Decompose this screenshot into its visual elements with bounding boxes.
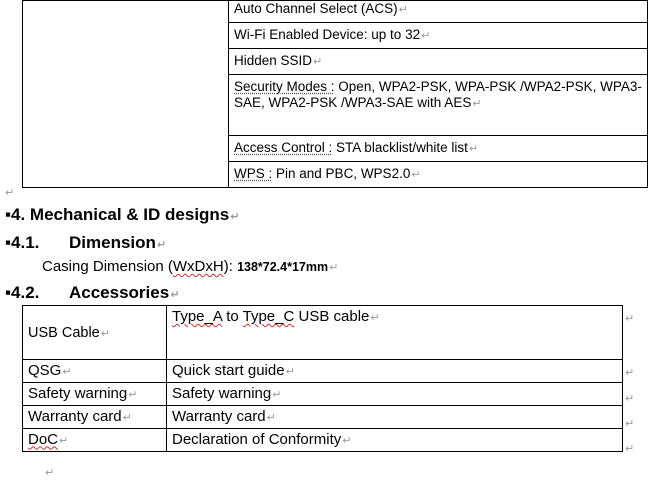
wps-label: WPS : bbox=[234, 166, 273, 181]
row-end-mark: ↵ bbox=[625, 443, 635, 455]
security-modes-label: Security Modes : bbox=[234, 79, 335, 94]
accessories-heading: ▪4.2. Accessories↵ bbox=[5, 283, 180, 302]
table-row bbox=[23, 383, 623, 406]
casing-dimension-value: 138*72.4*17mm bbox=[237, 260, 329, 274]
spec-row-hidden-ssid: Hidden SSID↵ bbox=[229, 49, 648, 75]
spec-row-security-modes: Security Modes : Open, WPA2-PSK, WPA-PSK /WPA2-PSK, WPA3-SAE, WPA2-PSK /WPA3-SAE with AES↵ bbox=[229, 75, 648, 136]
paragraph-mark: ↵ bbox=[5, 187, 15, 199]
table-row bbox=[23, 306, 623, 360]
access-control-label: Access Control : bbox=[234, 140, 333, 155]
row-end-mark: ↵ bbox=[625, 418, 635, 430]
accessory-item: DoC↵ bbox=[23, 429, 167, 452]
accessory-desc: Warranty card↵ bbox=[167, 406, 623, 429]
spec-table-left-cell bbox=[23, 1, 229, 188]
spec-row-access-control: Access Control : STA blacklist/white list↵ bbox=[229, 136, 648, 162]
accessory-desc: Quick start guide↵ bbox=[167, 360, 623, 383]
row-end-mark: ↵ bbox=[625, 393, 635, 405]
accessory-item: QSG↵ bbox=[23, 360, 167, 383]
casing-dimension: Casing Dimension (WxDxH): 138*72.4*17mm↵ bbox=[42, 258, 339, 275]
section-heading: ▪4. Mechanical & ID designs↵ bbox=[5, 205, 240, 224]
table-row bbox=[23, 429, 623, 452]
accessory-item: USB Cable↵ bbox=[23, 306, 167, 360]
dimension-heading: ▪4.1. Dimension↵ bbox=[5, 233, 167, 252]
table-row bbox=[23, 360, 623, 383]
accessory-item: Safety warning↵ bbox=[23, 383, 167, 406]
spec-row-wps: WPS : Pin and PBC, WPS2.0↵ bbox=[229, 162, 648, 188]
spec-row-wifi-devices: Wi-Fi Enabled Device: up to 32↵ bbox=[229, 23, 648, 49]
accessory-desc: Type_A to Type_C USB cable↵ bbox=[167, 306, 623, 360]
accessory-item: Warranty card↵ bbox=[23, 406, 167, 429]
table-row bbox=[23, 406, 623, 429]
accessory-desc: Safety warning↵ bbox=[167, 383, 623, 406]
spec-table bbox=[22, 0, 648, 188]
spec-row-acs: Auto Channel Select (ACS)↵ bbox=[229, 1, 648, 23]
accessory-desc: Declaration of Conformity↵ bbox=[167, 429, 623, 452]
row-end-mark: ↵ bbox=[625, 367, 635, 379]
accessories-table bbox=[22, 305, 623, 452]
row-end-mark: ↵ bbox=[625, 313, 635, 325]
paragraph-mark: ↵ bbox=[45, 467, 55, 479]
